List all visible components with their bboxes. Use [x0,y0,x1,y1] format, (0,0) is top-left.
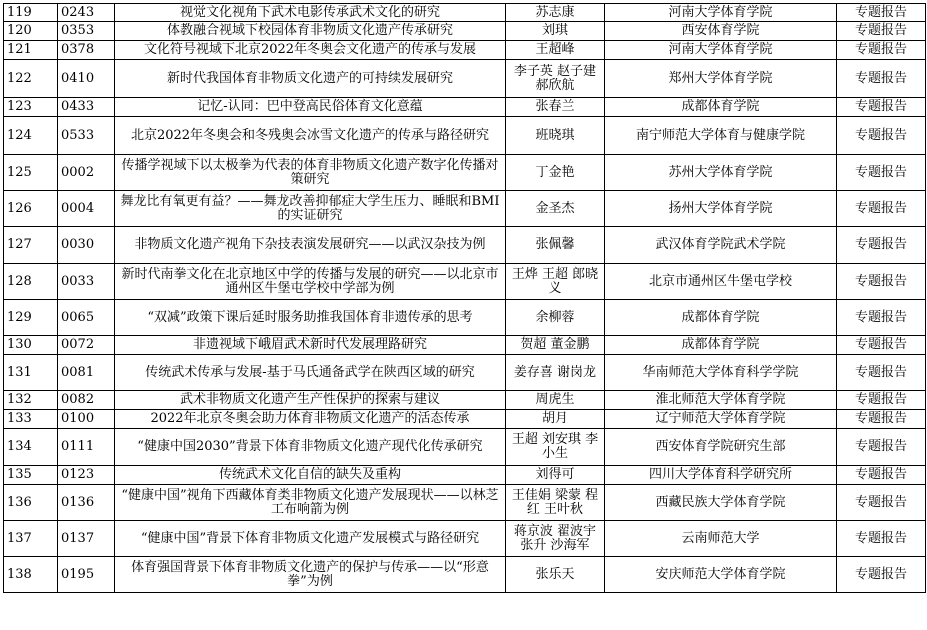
paper-authors: 刘琪 [506,22,605,41]
report-type: 专题报告 [837,300,926,336]
author-unit: 云南师范大学 [605,521,837,557]
report-type: 专题报告 [837,191,926,227]
author-unit: 苏州大学体育学院 [605,155,837,191]
author-unit: 扬州大学体育学院 [605,191,837,227]
row-number: 125 [4,155,58,191]
paper-code: 0100 [58,410,115,429]
paper-code: 0353 [58,22,115,41]
paper-title: 体教融合视域下校园体育非物质文化遗产传承研究 [115,22,506,41]
report-type: 专题报告 [837,355,926,391]
author-unit: 武汉体育学院武术学院 [605,227,837,264]
report-type: 专题报告 [837,117,926,155]
author-unit: 西安体育学院研究生部 [605,429,837,466]
report-type: 专题报告 [837,4,926,22]
row-number: 120 [4,22,58,41]
table-row [4,98,926,117]
paper-title: “健康中国”背景下体育非物质文化遗产发展模式与路径研究 [115,521,506,557]
table-row [4,60,926,98]
row-number: 128 [4,264,58,300]
report-type: 专题报告 [837,429,926,466]
report-type: 专题报告 [837,264,926,300]
paper-title: 视觉文化视角下武术电影传承武术文化的研究 [115,4,506,22]
paper-authors: 金圣杰 [506,191,605,227]
paper-code: 0378 [58,41,115,60]
author-unit: 成都体育学院 [605,336,837,355]
row-number: 137 [4,521,58,557]
row-number: 123 [4,98,58,117]
report-type: 专题报告 [837,521,926,557]
table-row [4,300,926,336]
paper-authors: 刘得可 [506,466,605,485]
paper-title: 北京2022年冬奥会和冬残奥会冰雪文化遗产的传承与路径研究 [115,117,506,155]
author-unit: 西藏民族大学体育学院 [605,485,837,521]
report-table-body [4,4,926,593]
table-row [4,4,926,22]
paper-authors: 王超 刘安琪 李小生 [506,429,605,466]
paper-title: 传统武术文化自信的缺失及重构 [115,466,506,485]
paper-authors: 李子英 赵子建 郝欣航 [506,60,605,98]
author-unit: 西安体育学院 [605,22,837,41]
author-unit: 成都体育学院 [605,98,837,117]
author-unit: 安庆师范大学体育学院 [605,557,837,593]
paper-title: 舞龙比有氧更有益？——舞龙改善抑郁症大学生压力、睡眠和BMI的实证研究 [115,191,506,227]
paper-title: 新时代我国体育非物质文化遗产的可持续发展研究 [115,60,506,98]
report-type: 专题报告 [837,22,926,41]
paper-title: 非遗视域下峨眉武术新时代发展理路研究 [115,336,506,355]
paper-code: 0123 [58,466,115,485]
row-number: 135 [4,466,58,485]
report-type: 专题报告 [837,391,926,410]
paper-code: 0002 [58,155,115,191]
row-number: 136 [4,485,58,521]
paper-title: 新时代南拳文化在北京地区中学的传播与发展的研究——以北京市通州区牛堡屯学校中学部为例 [115,264,506,300]
table-row [4,264,926,300]
report-type: 专题报告 [837,155,926,191]
row-number: 119 [4,4,58,22]
author-unit: 河南大学体育学院 [605,4,837,22]
paper-code: 0136 [58,485,115,521]
row-number: 133 [4,410,58,429]
row-number: 134 [4,429,58,466]
paper-code: 0082 [58,391,115,410]
paper-title: “健康中国”视角下西藏体育类非物质文化遗产发展现状——以林芝工布响箭为例 [115,485,506,521]
table-row [4,466,926,485]
table-row [4,191,926,227]
paper-title: 传播学视域下以太极拳为代表的体育非物质文化遗产数字化传播对策研究 [115,155,506,191]
author-unit: 四川大学体育科学研究所 [605,466,837,485]
row-number: 130 [4,336,58,355]
paper-authors: 王超峰 [506,41,605,60]
row-number: 131 [4,355,58,391]
paper-authors: 张乐天 [506,557,605,593]
paper-title: 非物质文化遗产视角下杂技表演发展研究——以武汉杂技为例 [115,227,506,264]
report-type: 专题报告 [837,98,926,117]
report-table [3,3,926,593]
paper-code: 0243 [58,4,115,22]
paper-title: 传统武术传承与发展-基于马氏通备武学在陕西区域的研究 [115,355,506,391]
paper-code: 0410 [58,60,115,98]
paper-code: 0081 [58,355,115,391]
author-unit: 成都体育学院 [605,300,837,336]
table-row [4,117,926,155]
row-number: 138 [4,557,58,593]
table-row [4,155,926,191]
row-number: 127 [4,227,58,264]
paper-authors: 丁金艳 [506,155,605,191]
table-row [4,391,926,410]
row-number: 126 [4,191,58,227]
paper-authors: 周虎生 [506,391,605,410]
paper-authors: 张春兰 [506,98,605,117]
report-type: 专题报告 [837,557,926,593]
paper-code: 0533 [58,117,115,155]
table-row [4,410,926,429]
table-row [4,41,926,60]
paper-title: 文化符号视域下北京2022年冬奥会文化遗产的传承与发展 [115,41,506,60]
row-number: 129 [4,300,58,336]
report-type: 专题报告 [837,410,926,429]
author-unit: 北京市通州区牛堡屯学校 [605,264,837,300]
report-type: 专题报告 [837,227,926,264]
paper-code: 0033 [58,264,115,300]
paper-authors: 贺超 董金鹏 [506,336,605,355]
paper-authors: 苏志康 [506,4,605,22]
table-row [4,227,926,264]
paper-code: 0111 [58,429,115,466]
report-type: 专题报告 [837,485,926,521]
author-unit: 华南师范大学体育科学学院 [605,355,837,391]
paper-code: 0004 [58,191,115,227]
author-unit: 河南大学体育学院 [605,41,837,60]
paper-title: 2022年北京冬奥会助力体育非物质文化遗产的活态传承 [115,410,506,429]
report-type: 专题报告 [837,41,926,60]
report-type: 专题报告 [837,60,926,98]
paper-code: 0065 [58,300,115,336]
row-number: 122 [4,60,58,98]
table-row [4,355,926,391]
paper-authors: 班晓琪 [506,117,605,155]
paper-authors: 姜存喜 谢岗龙 [506,355,605,391]
paper-title: 武术非物质文化遗产生产性保护的探索与建议 [115,391,506,410]
row-number: 124 [4,117,58,155]
paper-title: 体育强国背景下体育非物质文化遗产的保护与传承——以“形意拳”为例 [115,557,506,593]
paper-code: 0433 [58,98,115,117]
paper-code: 0030 [58,227,115,264]
paper-title: 记忆-认同：巴中登高民俗体育文化意蕴 [115,98,506,117]
paper-title: “双减”政策下课后延时服务助推我国体育非遗传承的思考 [115,300,506,336]
table-row [4,521,926,557]
author-unit: 淮北师范大学体育学院 [605,391,837,410]
table-row [4,336,926,355]
paper-code: 0137 [58,521,115,557]
report-type: 专题报告 [837,466,926,485]
paper-authors: 胡月 [506,410,605,429]
table-row [4,22,926,41]
table-row [4,429,926,466]
paper-authors: 张佩馨 [506,227,605,264]
author-unit: 郑州大学体育学院 [605,60,837,98]
table-row [4,557,926,593]
author-unit: 辽宁师范大学体育学院 [605,410,837,429]
author-unit: 南宁师范大学体育与健康学院 [605,117,837,155]
row-number: 121 [4,41,58,60]
paper-code: 0195 [58,557,115,593]
paper-title: “健康中国2030”背景下体育非物质文化遗产现代化传承研究 [115,429,506,466]
paper-authors: 蒋京波 翟波宇 张升 沙海军 [506,521,605,557]
paper-code: 0072 [58,336,115,355]
paper-authors: 王佳娟 梁蒙 程红 王叶秋 [506,485,605,521]
row-number: 132 [4,391,58,410]
report-type: 专题报告 [837,336,926,355]
table-row [4,485,926,521]
paper-authors: 余柳蓉 [506,300,605,336]
paper-authors: 王烨 王超 郎晓义 [506,264,605,300]
